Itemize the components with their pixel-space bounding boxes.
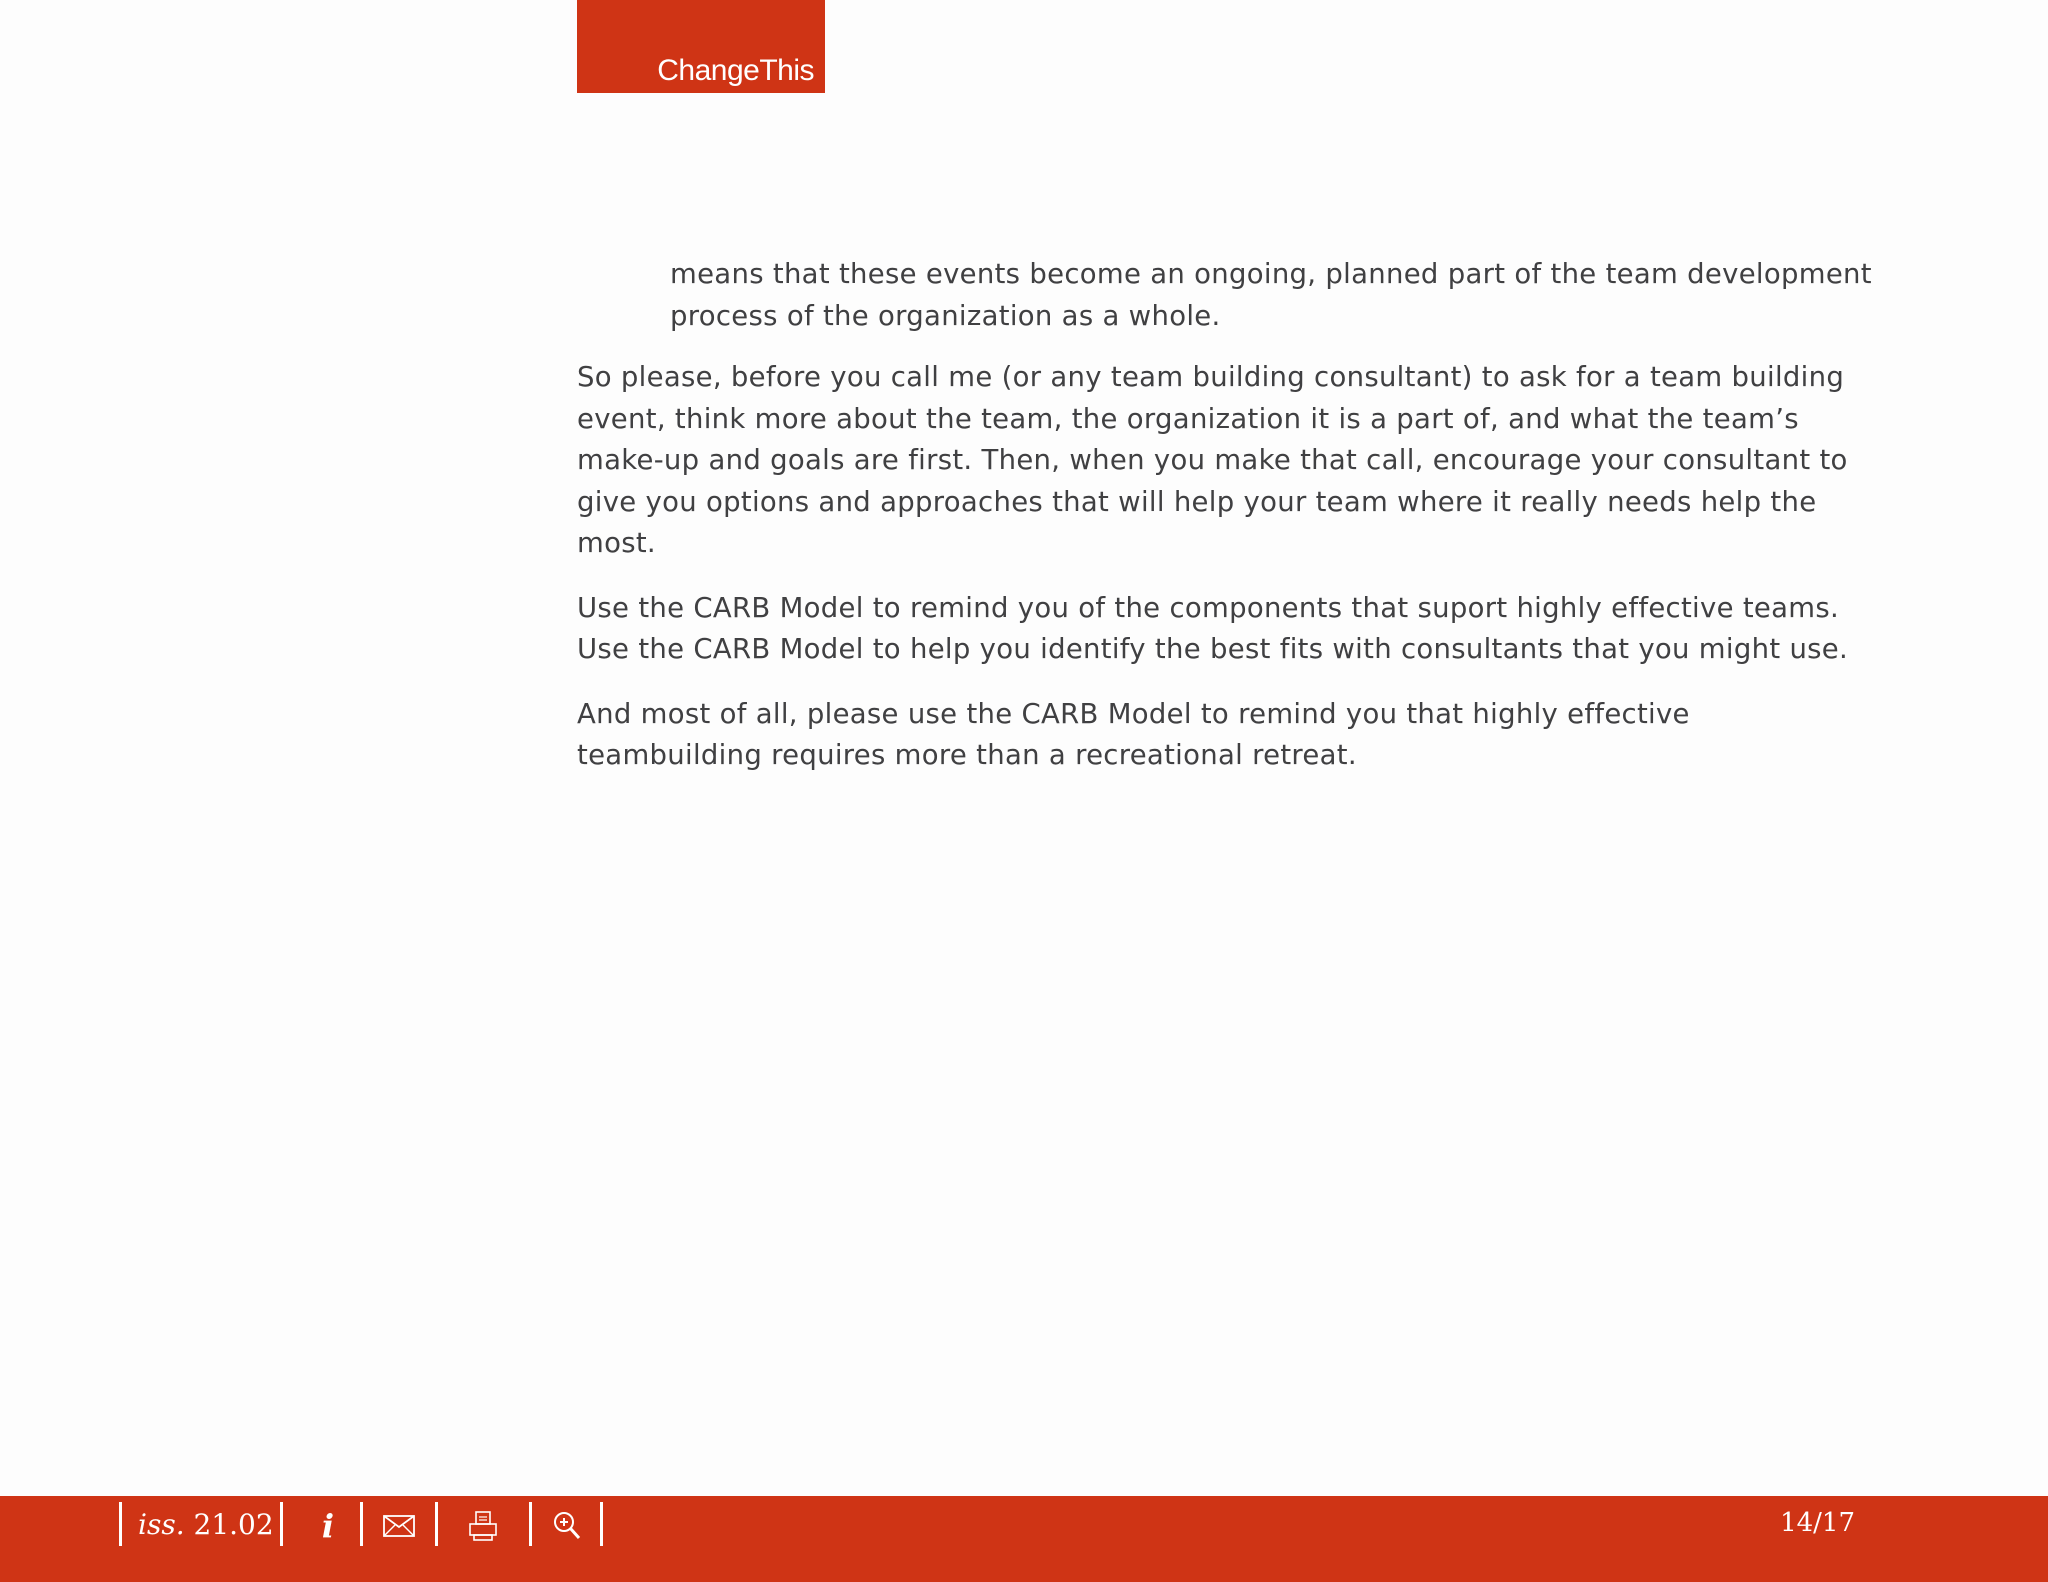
issue-label	[138, 1508, 274, 1541]
email-icon	[383, 1515, 415, 1537]
zoom-button[interactable]	[549, 1506, 585, 1546]
print-button[interactable]	[462, 1506, 504, 1546]
footer-toolbar	[0, 1496, 2048, 1582]
brand-logo: ChangeThis	[657, 54, 814, 87]
body-paragraph: So please, before you call me (or any team building consultant) to ask for a team building event, think more about the team, the organization it is a part of, and what the team’s make-up and goals are first. Then, when you make that call, encourage your consultant to give you options and approaches that will help your team where it really needs help the most.	[577, 361, 1848, 559]
zoom-in-icon	[552, 1510, 582, 1542]
divider	[360, 1502, 363, 1546]
article-body	[577, 254, 1877, 800]
info-icon: i	[321, 1507, 335, 1545]
page-indicator: 14/17	[1780, 1508, 1855, 1538]
body-paragraph: Use the CARB Model to remind you of the components that suport highly effective teams. Use the CARB Model to help you identify the best fits with consultants that you might use.	[577, 591, 1849, 665]
divider	[600, 1502, 603, 1546]
issue-prefix: iss.	[138, 1508, 185, 1541]
divider	[119, 1502, 122, 1546]
divider	[435, 1502, 438, 1546]
print-icon	[468, 1510, 498, 1542]
divider	[280, 1502, 283, 1546]
divider	[529, 1502, 532, 1546]
issue-number: 21.02	[193, 1508, 274, 1541]
body-paragraph: And most of all, please use the CARB Model to remind you that highly effective teambuilding requires more than a recreational retreat.	[577, 697, 1690, 771]
bullet-continuation: means that these events become an ongoing, planned part of the team development process of the organization as a whole.	[670, 258, 1872, 332]
email-button[interactable]	[378, 1506, 420, 1546]
brand-tab	[577, 0, 825, 93]
info-button[interactable]	[310, 1506, 346, 1546]
